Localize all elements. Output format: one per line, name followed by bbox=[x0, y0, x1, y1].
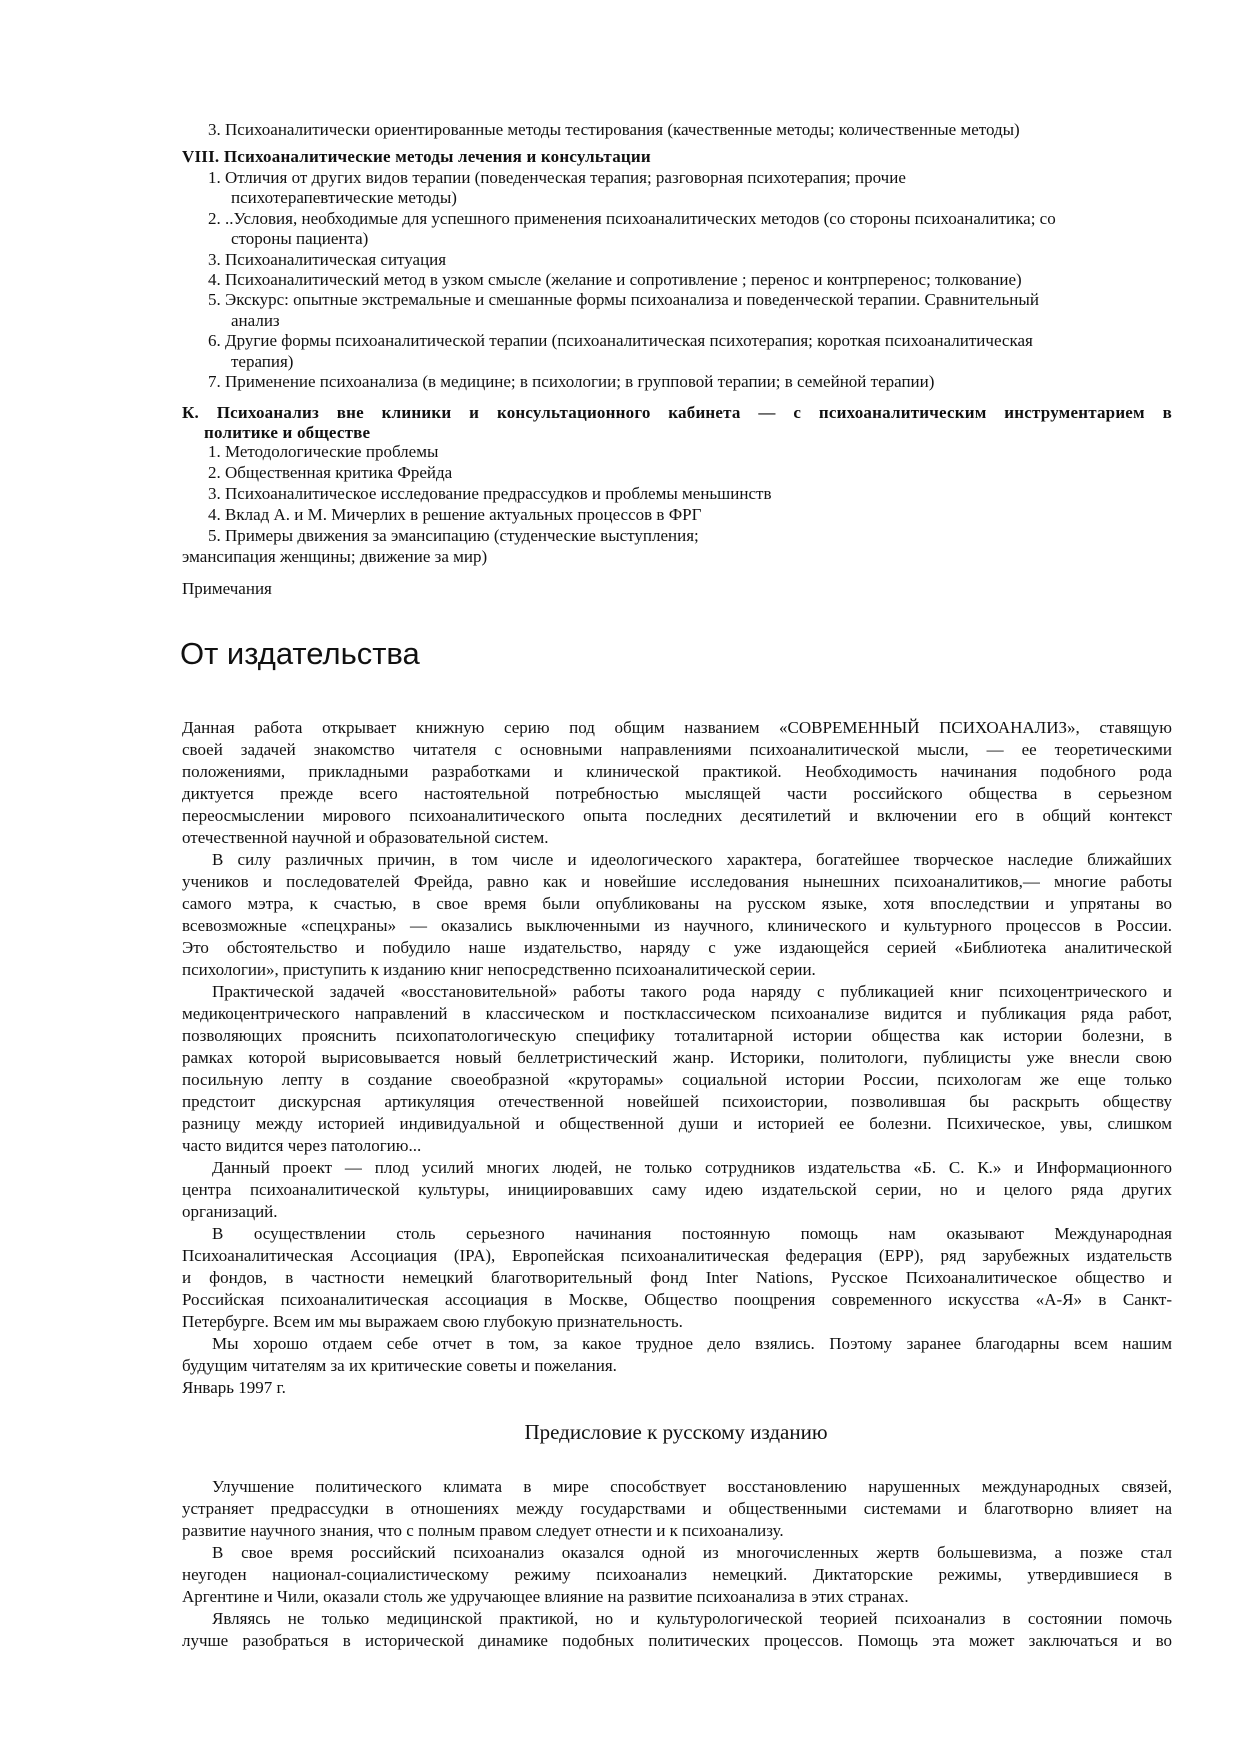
paragraph-line: Петербурге. Всем им мы выражаем свою глубокую признательность. bbox=[182, 1312, 683, 1331]
toc-item: 5. Экскурс: опытные экстремальные и смешанные формы психоанализа и поведенческой терапии. Сравнительный bbox=[208, 290, 1039, 310]
paragraph-line: и фондов, в частности немецкий благотворительный фонд Inter Nations, Русское Психоаналитическое общество и bbox=[182, 1268, 1172, 1287]
paragraph-line: учеников и последователей Фрейда, равно как и новейшие исследования нынешних психоаналитиков,— многие работы bbox=[182, 872, 1172, 891]
section-k-list bbox=[182, 441, 1172, 546]
paragraph-line: положениями, прикладными разработками и клинической практикой. Необходимость начинания подобного рода bbox=[182, 762, 1172, 781]
paragraph-line: Психоаналитическая Ассоциация (IPA), Европейская психоаналитическая федерация (EPP), ряд зарубежных издательств bbox=[182, 1246, 1172, 1265]
section-viii-list bbox=[182, 168, 1172, 392]
toc-item: 1. Методологические проблемы bbox=[208, 442, 439, 461]
paragraph-line: психологии», приступить к изданию книг непосредственно психоаналитической серии. bbox=[182, 960, 816, 979]
section-k-title bbox=[182, 403, 1172, 443]
toc-tail bbox=[182, 546, 1172, 567]
paragraph-line: В силу различных причин, в том числе и идеологического характера, богатейшее творческое наследие ближайших bbox=[212, 850, 1172, 869]
paragraph-line: посильную лепту в создание своеобразной «круторамы» социальной истории России, психологам же еще только bbox=[182, 1070, 1172, 1089]
paragraph-line: диктуется прежде всего настоятельной потребностью мыслящей части российского общества в серьезном bbox=[182, 784, 1172, 803]
paragraph-line: Улучшение политического климата в мире способствует восстановлению нарушенных международных связей, bbox=[212, 1477, 1172, 1496]
publisher-heading: От издательства bbox=[180, 636, 420, 671]
toc-item: 6. Другие формы психоаналитической терапии (психоаналитическая психотерапия; короткая психоаналитическая bbox=[208, 331, 1033, 351]
paragraph-line: всевозможные «спецхраны» — оказались выключенными из научного, клинического и культурного процессов в России. bbox=[182, 916, 1172, 935]
paragraph-line: развитие научного знания, что с полным правом следует отнести и к психоанализу. bbox=[182, 1521, 784, 1540]
paragraph-line: Российская психоаналитическая ассоциация в Москве, Общество поощрения современного искусства «А-Я» в Санкт- bbox=[182, 1290, 1172, 1309]
toc-item: анализ bbox=[231, 310, 280, 330]
toc-item: терапия) bbox=[231, 351, 294, 371]
section-title: VIII. Психоаналитические методы лечения и консультации bbox=[182, 147, 651, 166]
toc-item: 1. Отличия от других видов терапии (поведенческая терапия; разговорная психотерапия; прочие bbox=[208, 168, 906, 187]
paragraph-line: своей задачей знакомство читателя с основными направлениями психоаналитической мысли, — ее теоретическими bbox=[182, 740, 1172, 759]
paragraph-line: Мы хорошо отдаем себе отчет в том, за какое трудное дело взялись. Поэтому заранее благодарны всем нашим bbox=[212, 1334, 1172, 1353]
paragraph-line: позволяющих прояснить психопатологическую специфику тоталитарной истории общества как истории болезни, в bbox=[182, 1026, 1172, 1045]
paragraph-line: центра психоаналитической культуры, инициировавших саму идею издательской серии, но и целого ряда других bbox=[182, 1180, 1172, 1199]
notes-label[interactable]: Примечания bbox=[182, 579, 272, 598]
paragraph-line: медикоцентрического направлений в классическом и постклассическом психоанализе видится и публикация ряда работ, bbox=[182, 1004, 1172, 1023]
preface-heading: Предисловие к русскому изданию bbox=[524, 1420, 828, 1444]
toc-item: 3. Психоаналитическое исследование предрассудков и проблемы меньшинств bbox=[208, 484, 772, 503]
toc-item: стороны пациента) bbox=[231, 229, 369, 249]
preface-text bbox=[182, 1476, 1172, 1652]
paragraph-line: Аргентине и Чили, оказали столь же удручающее влияние на развитие психоанализа в этих странах. bbox=[182, 1587, 909, 1606]
paragraph-line: неугоден национал-социалистическому режиму психоанализ немецкий. Диктаторские режимы, утвердившиеся в bbox=[182, 1565, 1172, 1584]
toc-item: психотерапевтические методы) bbox=[231, 188, 457, 208]
paragraph-line: В осуществлении столь серьезного начинания постоянную помощь нам оказывают Международная bbox=[212, 1224, 1172, 1243]
paragraph-line: лучше разобраться в исторической динамике подобных политических процессов. Помощь эта может заключаться и во bbox=[182, 1631, 1172, 1650]
paragraph-line: В свое время российский психоанализ оказался одной из многочисленных жертв большевизма, а позже стал bbox=[212, 1543, 1172, 1562]
toc-item: 5. Примеры движения за эмансипацию (студенческие выступления; bbox=[208, 526, 699, 545]
paragraph-line: самого мэтра, к счастью, в свое время были опубликованы на русском языке, хотя впоследствии и упрятаны во bbox=[182, 894, 1172, 913]
paragraph-line: Это обстоятельство и побудило наше издательство, наряду с уже издающейся серией «Библиотека аналитической bbox=[182, 938, 1172, 957]
toc-item: 3. Психоаналитическая ситуация bbox=[208, 249, 447, 269]
date-line: Январь 1997 г. bbox=[182, 1378, 286, 1397]
paragraph-line: организаций. bbox=[182, 1202, 278, 1221]
notes-link[interactable] bbox=[182, 578, 1172, 600]
toc-item: 4. Вклад А. и М. Мичерлих в решение актуальных процессов в ФРГ bbox=[208, 505, 702, 524]
paragraph-line: устраняет предрассудки в отношениях между государствами и общественными системами и благотворно влияет на bbox=[182, 1499, 1172, 1518]
toc-item: 7. Применение психоанализа (в медицине; в психологии; в групповой терапии; в семейной терапии) bbox=[208, 372, 935, 392]
toc-item: 4. Психоаналитический метод в узком смысле (желание и сопротивление ; перенос и контрперенос; толкование) bbox=[208, 270, 1022, 290]
paragraph-line: часто видится через патологию... bbox=[182, 1136, 422, 1155]
toc-top-item bbox=[182, 120, 1172, 140]
paragraph-line: переосмыслении мирового психоаналитического опыта последних десятилетий и включении его в общий контекст bbox=[182, 806, 1172, 825]
publisher-text bbox=[182, 717, 1172, 1399]
toc-item: 3. Психоаналитически ориентированные методы тестирования (качественные методы; количественные методы) bbox=[208, 120, 1020, 139]
toc-item: 2. Общественная критика Фрейда bbox=[208, 463, 453, 482]
paragraph-line: Практической задачей «восстановительной» работы такого рода наряду с публикацией книг психоцентрического и bbox=[212, 982, 1172, 1001]
paragraph-line: Данная работа открывает книжную серию под общим названием «СОВРЕМЕННЫЙ ПСИХОАНАЛИЗ», ставящую bbox=[182, 718, 1172, 737]
paragraph-line: будущим читателям за их критические советы и пожелания. bbox=[182, 1356, 617, 1375]
section-title-line: политике и обществе bbox=[204, 423, 371, 442]
section-title-line: К. Психоанализ вне клиники и консультационного кабинета — с психоаналитическим инструментарием в bbox=[182, 403, 1172, 422]
section-viii-title bbox=[182, 147, 1172, 167]
paragraph-line: предстоит дискурсная артикуляция отечественной новейшей психоистории, позволившая бы раскрыть обществу bbox=[182, 1092, 1172, 1111]
toc-item: 2. ..Условия, необходимые для успешного применения психоаналитических методов (со стороны психоаналитика; со bbox=[208, 208, 1056, 228]
paragraph-line: Данный проект — плод усилий многих людей, не только сотрудников издательства «Б. С. К.» и Информационного bbox=[212, 1158, 1172, 1177]
paragraph-line: Являясь не только медицинской практикой, но и культурологической теорией психоанализ в состоянии помочь bbox=[212, 1609, 1172, 1628]
paragraph-line: разницу между историей индивидуальной и общественной души и историей ее болезни. Психическое, увы, слишком bbox=[182, 1114, 1172, 1133]
paragraph-line: отечественной научной и образовательной систем. bbox=[182, 828, 549, 847]
toc-item-continuation: эмансипация женщины; движение за мир) bbox=[182, 547, 488, 566]
paragraph-line: рамках которой вырисовывается новый беллетристический жанр. Историки, политологи, публицисты уже внесли свою bbox=[182, 1048, 1172, 1067]
